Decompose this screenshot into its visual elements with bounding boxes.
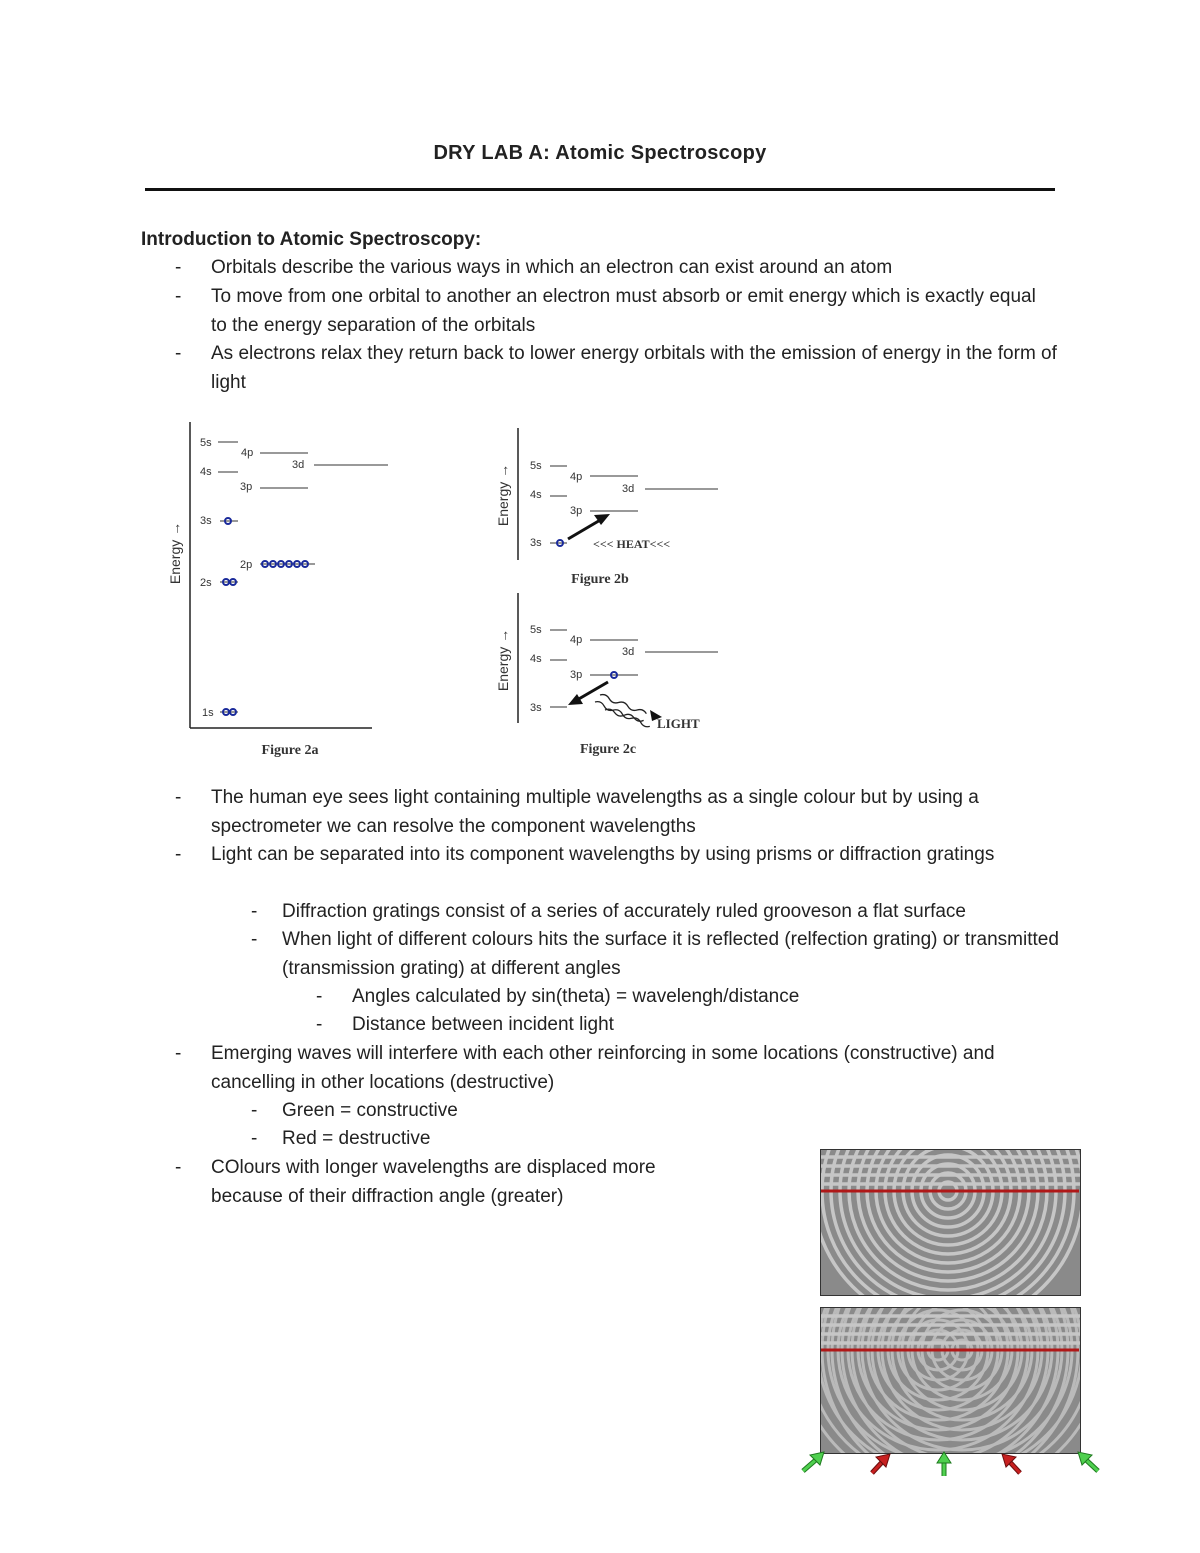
heat-label: <<< HEAT<<< [593, 537, 671, 551]
bullet-dash: - [175, 1157, 182, 1178]
orbital-2s-label: 2s [200, 577, 212, 589]
orbital-4p-label: 4p [241, 447, 254, 459]
orbital-3s-label: 3s [530, 537, 542, 549]
orbital-1s-label: 1s [202, 707, 214, 719]
energy-label: Energy → [495, 628, 511, 692]
orbital-3d-label: 3d [622, 483, 635, 495]
bullet-red: Red = destructive [282, 1128, 431, 1149]
bullet-dash: - [316, 986, 323, 1007]
destructive-arrow-left [872, 1454, 890, 1473]
bullet-dash: - [251, 1100, 258, 1121]
title-rule [145, 188, 1055, 191]
orbital-4p-label: 4p [570, 634, 583, 646]
bullet-prisms: Light can be separated into its component wavelengths by using prisms or diffraction gratings [211, 844, 995, 865]
orbital-2p-label: 2p [240, 559, 253, 571]
figure-2c [490, 590, 730, 760]
orbital-3s-label: 3s [530, 702, 542, 714]
orbital-3p-label: 3p [240, 481, 253, 493]
orbital-5s-label: 5s [530, 624, 542, 636]
relaxation-arrow [577, 682, 608, 700]
orbital-4p-label: 4p [570, 471, 583, 483]
bullet-dash: - [175, 257, 182, 278]
double-slit-interference-image [798, 1306, 1104, 1482]
destructive-arrow-right [1002, 1454, 1020, 1473]
bullet-dash: - [251, 1128, 258, 1149]
bullet-dash: - [316, 1014, 323, 1035]
bullet-relax: As electrons relax they return back to lower energy orbitals with the emission of energy in the form of light [211, 343, 1057, 393]
bullet-orbitals: Orbitals describe the various ways in which an electron can exist around an atom [211, 257, 893, 278]
figure-2b-caption: Figure 2b [571, 572, 629, 587]
orbital-3d-label: 3d [292, 459, 305, 471]
light-wave [594, 700, 650, 728]
document-title: DRY LAB A: Atomic Spectroscopy [433, 142, 767, 164]
bullet-dash: - [175, 1043, 182, 1064]
bullet-dash: - [251, 929, 258, 950]
bullet-absorb-emit: To move from one orbital to another an electron must absorb or emit energy which is exactly equal to the energy separation of the orbitals [211, 286, 1036, 336]
bullet-angles: Angles calculated by sin(theta) = wavelengh/distance [352, 986, 800, 1007]
bullet-green: Green = constructive [282, 1100, 458, 1121]
intro-heading: Introduction to Atomic Spectroscopy: [141, 229, 482, 250]
light-wave [599, 693, 647, 715]
bullet-human-eye: The human eye sees light containing multiple wavelengths as a single colour but by using a spectrometer we can resolve the component wavelengths [211, 787, 979, 837]
energy-label: Energy → [167, 521, 183, 585]
constructive-arrow-right [1078, 1452, 1098, 1471]
orbital-3p-label: 3p [570, 669, 583, 681]
bullet-reflection: When light of different colours hits the surface it is reflected (relfection grating) or transmitted (transmission grating) at different angles [282, 929, 1059, 979]
orbital-5s-label: 5s [200, 437, 212, 449]
orbital-4s-label: 4s [200, 466, 212, 478]
bullet-dash: - [175, 844, 182, 865]
figure-2a [160, 418, 400, 763]
figure-2b [490, 425, 730, 590]
constructive-arrow-left [803, 1452, 824, 1471]
orbital-4s-label: 4s [530, 653, 542, 665]
bullet-dash: - [175, 787, 182, 808]
single-slit-diffraction-image [820, 1149, 1082, 1297]
constructive-arrow-center [937, 1452, 951, 1476]
orbital-3s-label: 3s [200, 515, 212, 527]
orbital-5s-label: 5s [530, 460, 542, 472]
figure-2a-caption: Figure 2a [261, 743, 319, 758]
excitation-arrow [568, 519, 602, 539]
bullet-gratings: Diffraction gratings consist of a series of accurately ruled grooveson a flat surface [282, 901, 966, 922]
light-label: LIGHT [657, 716, 700, 731]
bullet-interference: Emerging waves will interfere with each other reinforcing in some locations (constructive) and cancelling in other locations (destructive) [211, 1043, 995, 1093]
bullet-dash: - [175, 343, 182, 364]
orbital-3p-label: 3p [570, 505, 583, 517]
orbital-4s-label: 4s [530, 489, 542, 501]
bullet-dash: - [251, 901, 258, 922]
orbital-3d-label: 3d [622, 646, 635, 658]
bullet-distance: Distance between incident light [352, 1014, 614, 1035]
energy-label: Energy → [495, 463, 511, 527]
figure-2c-caption: Figure 2c [579, 742, 637, 757]
bullet-dash: - [175, 286, 182, 307]
bullet-longer-wavelengths: COlours with longer wavelengths are displaced more because of their diffraction angle (greater) [211, 1157, 656, 1207]
